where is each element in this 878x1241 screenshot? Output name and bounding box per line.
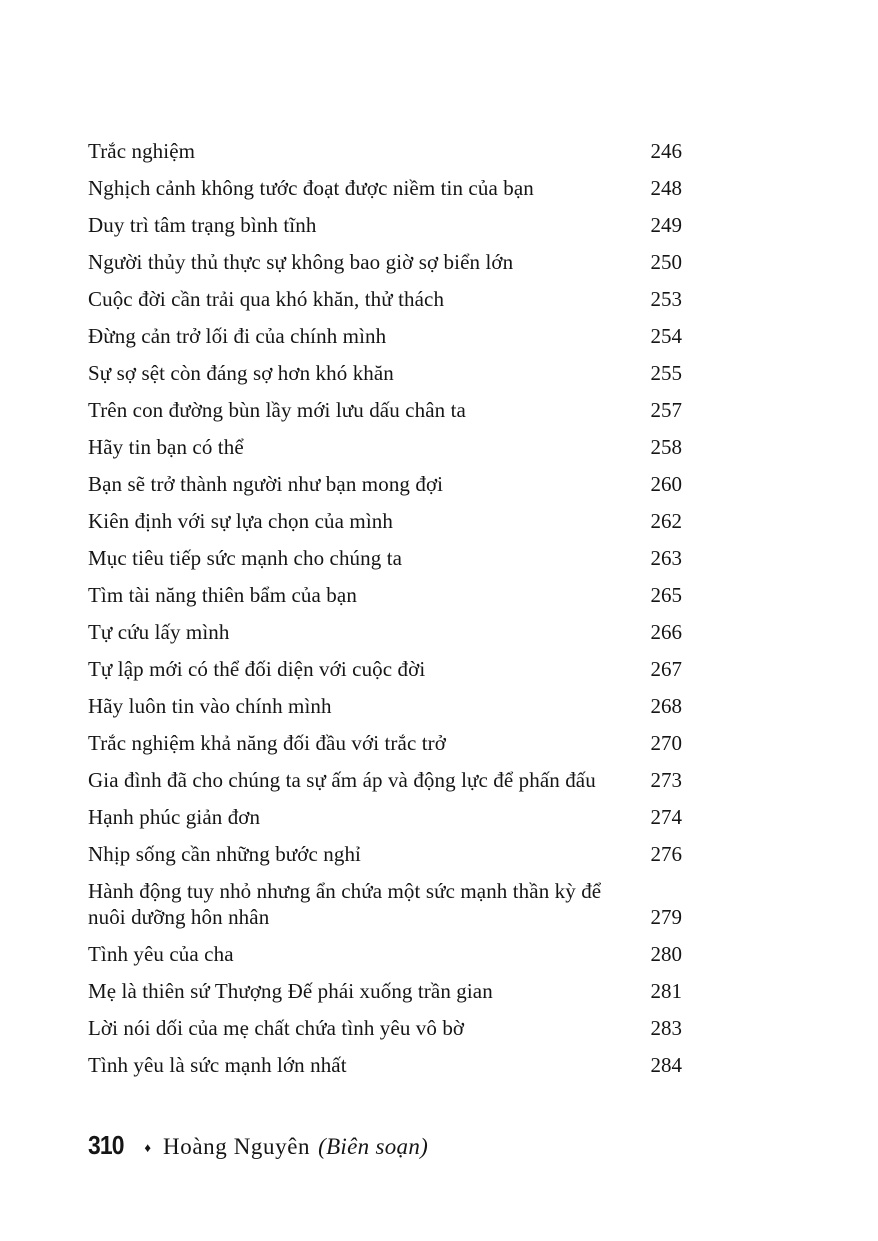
toc-entry — [88, 212, 682, 238]
toc-entry — [88, 941, 682, 967]
toc-entry-title: Tìm tài năng thiên bẩm của bạn — [88, 583, 357, 607]
toc-entry-title: Hãy luôn tin vào chính mình — [88, 694, 332, 718]
toc-entry-page: 250 — [650, 250, 682, 274]
toc-entry — [88, 730, 682, 756]
toc-entry — [88, 841, 682, 867]
toc-entry-title: Mục tiêu tiếp sức mạnh cho chúng ta — [88, 546, 403, 570]
toc-entry — [88, 1052, 682, 1078]
toc-entry-page: 260 — [650, 472, 682, 496]
toc-entry-title: Cuộc đời cần trải qua khó khăn, thử thách — [88, 287, 445, 311]
toc-entry — [88, 138, 682, 164]
toc-entry-title: Duy trì tâm trạng bình tĩnh — [88, 213, 317, 237]
toc-entry-page: 257 — [650, 398, 682, 422]
toc-entry — [88, 360, 682, 386]
diamond-icon: ♦ — [144, 1140, 152, 1155]
toc-entry — [88, 434, 682, 460]
toc-entry-title: Người thủy thủ thực sự không bao giờ sợ biển lớn — [88, 250, 514, 274]
toc-entry — [88, 175, 682, 201]
toc-entry-title: Trắc nghiệm — [88, 139, 196, 163]
toc-entry — [88, 545, 682, 571]
toc-entry-title: Mẹ là thiên sứ Thượng Đế phái xuống trần gian — [88, 979, 493, 1003]
toc-entry-page: 268 — [650, 694, 682, 718]
toc-entry-page: 263 — [650, 546, 682, 570]
toc-entry-page: 284 — [650, 1053, 682, 1077]
toc-entry — [88, 619, 682, 645]
toc-entry-title: Đừng cản trở lối đi của chính mình — [88, 324, 387, 348]
toc-entry-page: 274 — [650, 805, 682, 829]
toc-entry-page: 249 — [650, 213, 682, 237]
toc-entry-title: Gia đình đã cho chúng ta sự ấm áp và động lực để phấn đấu — [88, 768, 596, 792]
toc-entry-page: 253 — [650, 287, 682, 311]
toc-entry — [88, 693, 682, 719]
toc-entry-title: Nghịch cảnh không tước đoạt được niềm tin của bạn — [88, 176, 534, 200]
toc-entry-page: 262 — [650, 509, 682, 533]
toc-entry — [88, 286, 682, 312]
toc-entry-title: Hãy tin bạn có thể — [88, 435, 244, 459]
toc-entry-page: 273 — [650, 768, 682, 792]
toc-entry — [88, 471, 682, 497]
toc-entry-page: 280 — [650, 942, 682, 966]
toc-entry-page: 265 — [650, 583, 682, 607]
toc-entry-page: 279 — [650, 905, 682, 929]
toc-entry — [88, 878, 682, 930]
toc-entry-page: 258 — [650, 435, 682, 459]
toc-entry-title: Bạn sẽ trở thành người như bạn mong đợi — [88, 472, 444, 496]
toc-entry-page: 266 — [650, 620, 682, 644]
toc-entry-page: 270 — [650, 731, 682, 755]
toc-entry-page: 283 — [650, 1016, 682, 1040]
toc-entry-page: 267 — [650, 657, 682, 681]
toc-entry — [88, 323, 682, 349]
toc-entry-title: Trên con đường bùn lầy mới lưu dấu chân ta — [88, 398, 466, 422]
toc-entry — [88, 249, 682, 275]
toc-entry-page: 254 — [650, 324, 682, 348]
toc-entry-title: Sự sợ sệt còn đáng sợ hơn khó khăn — [88, 361, 394, 385]
toc-entry-page: 248 — [650, 176, 682, 200]
footer-author-role: (Biên soạn) — [318, 1134, 429, 1159]
toc-entry — [88, 582, 682, 608]
toc-entry-title: Tình yêu là sức mạnh lớn nhất — [88, 1053, 347, 1077]
toc-entry-title: Kiên định với sự lựa chọn của mình — [88, 509, 393, 533]
toc-entry — [88, 508, 682, 534]
page-footer — [88, 1130, 428, 1161]
toc-entry — [88, 767, 682, 793]
toc-entry-title: Trắc nghiệm khả năng đối đầu với trắc trở — [88, 731, 446, 755]
toc-entry-page: 246 — [650, 139, 682, 163]
toc-entry — [88, 978, 682, 1004]
toc-entry-title: Nhịp sống cần những bước nghỉ — [88, 842, 361, 866]
toc-entry — [88, 1015, 682, 1041]
toc-entry-title: Hạnh phúc giản đơn — [88, 805, 261, 829]
toc-entry-title: Tự lập mới có thể đối diện với cuộc đời — [88, 657, 426, 681]
toc-entry-page: 276 — [650, 842, 682, 866]
toc-entry-title: Lời nói dối của mẹ chất chứa tình yêu vô bờ — [88, 1016, 465, 1040]
toc-entry-title: Hành động tuy nhỏ nhưng ẩn chứa một sức mạnh thần kỳ để nuôi dưỡng hôn nhân — [88, 879, 602, 929]
toc-list — [88, 138, 682, 1089]
toc-entry — [88, 804, 682, 830]
footer-page-number: 310 — [88, 1130, 124, 1160]
toc-entry-title: Tình yêu của cha — [88, 942, 234, 966]
toc-entry — [88, 656, 682, 682]
footer-author-name: Hoàng Nguyên — [163, 1134, 311, 1159]
toc-entry-page: 281 — [650, 979, 682, 1003]
toc-entry — [88, 397, 682, 423]
toc-entry-page: 255 — [650, 361, 682, 385]
toc-entry-title: Tự cứu lấy mình — [88, 620, 230, 644]
